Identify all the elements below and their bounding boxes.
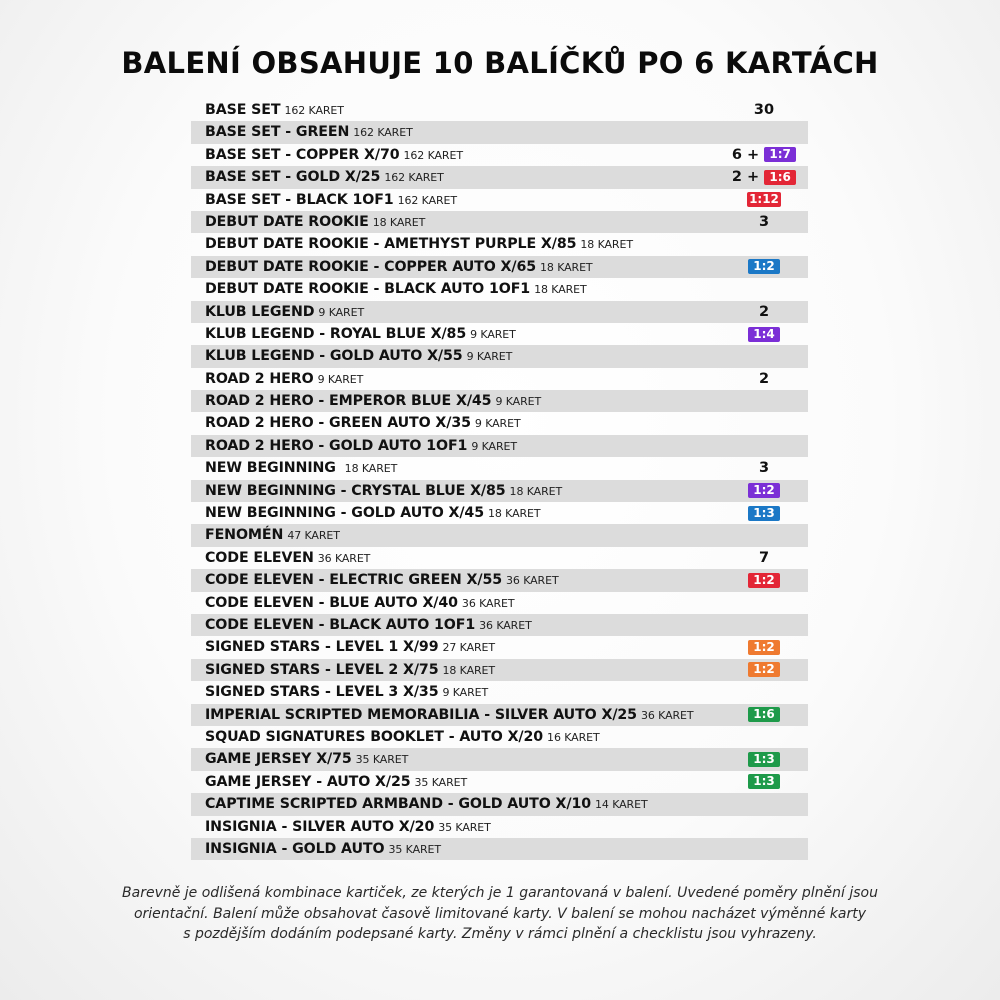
- card-count: 9 KARET: [470, 327, 516, 341]
- card-count: 35 KARET: [388, 842, 442, 856]
- card-set-label: SIGNED STARS - LEVEL 3 X/35: [205, 684, 439, 701]
- card-count: 162 KARET: [403, 148, 463, 162]
- table-row: [191, 704, 808, 726]
- table-row: [191, 457, 808, 479]
- card-count: 18 KARET: [540, 260, 593, 274]
- card-set-name: [205, 681, 488, 703]
- card-set-label: BASE SET - COPPER X/70: [205, 146, 400, 163]
- card-count: 36 KARET: [479, 618, 532, 632]
- card-set-name: [205, 144, 463, 166]
- card-count: 14 KARET: [595, 798, 648, 812]
- card-set-name: [205, 390, 541, 412]
- card-set-name: [205, 166, 444, 188]
- table-row: [191, 502, 808, 524]
- card-set-name: [205, 838, 441, 860]
- card-set-name: [205, 457, 397, 479]
- card-set-name: [205, 816, 491, 838]
- card-count: 18 KARET: [372, 215, 426, 229]
- page-title: BALENÍ OBSAHUJE 10 BALÍČKŮ PO 6 KARTÁCH: [121, 46, 879, 80]
- quantity-cell: [724, 412, 804, 434]
- card-set-name: [205, 211, 425, 233]
- card-set-name: [205, 659, 495, 681]
- card-set-name: [205, 345, 512, 367]
- card-count: 162 KARET: [353, 126, 413, 140]
- table-row: [191, 412, 808, 434]
- card-set-label: BASE SET - GOLD X/25: [205, 169, 381, 186]
- quantity-cell: [724, 435, 804, 457]
- card-set-name: [205, 771, 467, 793]
- card-count: 18 KARET: [509, 484, 563, 498]
- quantity-value: 2: [758, 370, 770, 387]
- ratio-badge: 1:3: [748, 774, 780, 789]
- card-count: 47 KARET: [287, 529, 340, 543]
- card-set-name: [205, 547, 370, 569]
- quantity-cell: [724, 144, 804, 166]
- table-row: [191, 390, 808, 412]
- quantity-cell: [724, 614, 804, 636]
- card-set-name: [205, 412, 521, 434]
- ratio-badge: 1:3: [748, 752, 780, 767]
- card-set-label: ROAD 2 HERO - GREEN AUTO X/35: [205, 415, 471, 432]
- card-count: 18 KARET: [487, 507, 541, 521]
- card-count: 9 KARET: [317, 372, 364, 386]
- card-set-name: [205, 435, 517, 457]
- table-row: [191, 636, 808, 658]
- card-count: 27 KARET: [442, 641, 496, 655]
- ratio-badge: 1:7: [764, 147, 796, 162]
- card-set-label: KLUB LEGEND: [205, 303, 315, 320]
- card-count: 9 KARET: [471, 439, 517, 453]
- card-set-label: KLUB LEGEND - ROYAL BLUE X/85: [205, 325, 467, 342]
- card-count: 36 KARET: [640, 708, 694, 722]
- card-set-label: BASE SET - BLACK 1OF1: [205, 191, 394, 208]
- card-set-label: CAPTIME SCRIPTED ARMBAND - GOLD AUTO X/10: [205, 796, 592, 813]
- quantity-cell: [724, 166, 804, 188]
- footnote-line: s pozdějším dodáním podepsané karty. Změny v rámci plnění a checklistu jsou vyhrazeny.: [183, 926, 817, 942]
- quantity-cell: [724, 771, 804, 793]
- card-set-name: [205, 636, 495, 658]
- quantity-cell: [724, 636, 804, 658]
- quantity-cell: [724, 345, 804, 367]
- table-row: [191, 345, 808, 367]
- table-row: [191, 256, 808, 278]
- card-set-label: SQUAD SIGNATURES BOOKLET - AUTO X/20: [205, 728, 544, 745]
- card-set-label: INSIGNIA - SILVER AUTO X/20: [205, 818, 435, 835]
- ratio-badge: 1:2: [748, 483, 780, 498]
- card-count: 36 KARET: [506, 574, 559, 588]
- table-row: [191, 368, 808, 390]
- card-set-label: CODE ELEVEN: [205, 549, 314, 566]
- quantity-cell: [724, 301, 804, 323]
- card-set-name: [205, 592, 514, 614]
- table-row: [191, 748, 808, 770]
- quantity-value: 30: [753, 102, 775, 119]
- card-set-label: IMPERIAL SCRIPTED MEMORABILIA - SILVER AUTO X/25: [205, 706, 637, 723]
- card-set-label: SIGNED STARS - LEVEL 2 X/75: [205, 661, 439, 678]
- quantity-cell: [724, 480, 804, 502]
- card-set-name: [205, 502, 541, 524]
- card-set-name: [205, 301, 364, 323]
- card-set-label: KLUB LEGEND - GOLD AUTO X/55: [205, 348, 463, 365]
- card-set-name: [205, 480, 562, 502]
- quantity-cell: [724, 502, 804, 524]
- ratio-badge: 1:2: [748, 640, 780, 655]
- card-set-label: INSIGNIA - GOLD AUTO: [205, 840, 385, 857]
- quantity-value: 2: [758, 303, 770, 320]
- table-row: [191, 189, 808, 211]
- ratio-badge: 1:2: [748, 662, 780, 677]
- quantity-cell: [724, 121, 804, 143]
- card-count: 162 KARET: [284, 104, 344, 117]
- card-set-name: [205, 189, 457, 211]
- table-row: [191, 435, 808, 457]
- card-set-label: DEBUT DATE ROOKIE - BLACK AUTO 1OF1: [205, 281, 531, 298]
- quantity-value: 2 +: [731, 169, 760, 186]
- card-set-label: CODE ELEVEN - BLUE AUTO X/40: [205, 594, 458, 611]
- quantity-value: 6 +: [731, 146, 760, 163]
- table-row: [191, 614, 808, 636]
- ratio-badge: 1:2: [748, 573, 780, 588]
- card-set-name: [205, 524, 340, 546]
- card-set-name: [205, 99, 344, 121]
- card-set-label: GAME JERSEY - AUTO X/25: [205, 773, 411, 790]
- quantity-value: 3: [758, 214, 770, 231]
- card-count: 36 KARET: [461, 596, 515, 610]
- table-row: [191, 793, 808, 815]
- table-row: [191, 144, 808, 166]
- quantity-cell: [724, 256, 804, 278]
- card-set-name: [205, 323, 516, 345]
- quantity-cell: [724, 99, 804, 121]
- table-row: [191, 726, 808, 748]
- card-count: 9 KARET: [318, 305, 365, 319]
- card-count: 9 KARET: [466, 350, 513, 364]
- card-count: 36 KARET: [317, 551, 371, 565]
- quantity-cell: [724, 569, 804, 591]
- card-set-name: [205, 569, 559, 591]
- ratio-badge: 1:4: [748, 327, 780, 342]
- quantity-cell: [724, 748, 804, 770]
- card-set-name: [205, 121, 413, 143]
- table-row: [191, 816, 808, 838]
- ratio-badge: 1:6: [764, 170, 796, 185]
- quantity-cell: [724, 547, 804, 569]
- table-row: [191, 323, 808, 345]
- ratio-badge: 1:3: [748, 506, 780, 521]
- table-row: [191, 569, 808, 591]
- card-set-label: NEW BEGINNING - GOLD AUTO X/45: [205, 505, 484, 522]
- card-count: 35 KARET: [438, 820, 491, 834]
- card-set-label: BASE SET: [205, 102, 281, 118]
- quantity-cell: [724, 681, 804, 703]
- card-set-label: GAME JERSEY X/75: [205, 751, 352, 768]
- card-set-label: ROAD 2 HERO - EMPEROR BLUE X/45: [205, 393, 492, 410]
- card-set-label: CODE ELEVEN - ELECTRIC GREEN X/55: [205, 572, 503, 589]
- card-set-name: [205, 704, 694, 726]
- table-row: [191, 121, 808, 143]
- quantity-cell: [724, 278, 804, 300]
- table-row: [191, 301, 808, 323]
- table-row: [191, 524, 808, 546]
- card-set-name: [205, 614, 532, 636]
- table-row: [191, 278, 808, 300]
- card-set-label: BASE SET - GREEN: [205, 124, 350, 141]
- card-set-label: FENOMÉN: [205, 527, 284, 544]
- card-set-name: [205, 726, 600, 748]
- quantity-cell: [724, 323, 804, 345]
- quantity-cell: [724, 793, 804, 815]
- table-row: [191, 211, 808, 233]
- table-row: [191, 592, 808, 614]
- checklist-table: [191, 99, 808, 860]
- card-set-label: NEW BEGINNING - CRYSTAL BLUE X/85: [205, 482, 506, 499]
- table-row: [191, 233, 808, 255]
- card-count: 9 KARET: [474, 417, 521, 431]
- table-row: [191, 99, 808, 121]
- card-count: 18 KARET: [580, 238, 633, 252]
- card-set-name: [205, 793, 648, 815]
- card-set-name: [205, 748, 408, 770]
- card-count: 9 KARET: [495, 395, 542, 409]
- table-row: [191, 166, 808, 188]
- card-count: 162 KARET: [397, 193, 458, 207]
- table-row: [191, 547, 808, 569]
- card-set-name: [205, 368, 363, 390]
- table-row: [191, 681, 808, 703]
- table-row: [191, 838, 808, 860]
- ratio-badge: 1:6: [748, 707, 780, 722]
- card-count: 18 KARET: [534, 283, 587, 297]
- card-set-label: NEW BEGINNING: [205, 460, 341, 477]
- card-set-label: ROAD 2 HERO - GOLD AUTO 1OF1: [205, 437, 468, 454]
- table-row: [191, 659, 808, 681]
- quantity-cell: [724, 726, 804, 748]
- quantity-cell: [724, 390, 804, 412]
- card-set-name: [205, 256, 593, 278]
- card-count: 162 KARET: [384, 171, 444, 185]
- quantity-cell: [724, 233, 804, 255]
- card-set-label: ROAD 2 HERO: [205, 370, 314, 387]
- quantity-cell: [724, 189, 804, 211]
- card-set-label: DEBUT DATE ROOKIE - COPPER AUTO X/65: [205, 258, 536, 275]
- table-row: [191, 771, 808, 793]
- card-set-label: DEBUT DATE ROOKIE - AMETHYST PURPLE X/85: [205, 236, 577, 253]
- footnote: [70, 883, 930, 945]
- quantity-cell: [724, 211, 804, 233]
- card-count: 18 KARET: [344, 462, 398, 476]
- card-set-name: [205, 233, 633, 255]
- quantity-cell: [724, 592, 804, 614]
- quantity-cell: [724, 838, 804, 860]
- card-set-name: [205, 278, 587, 300]
- footnote-line: Barevně je odlišená kombinace kartiček, ze kterých je 1 garantovaná v balení. Uvedené poměry plnění jsou: [122, 885, 878, 901]
- card-set-label: DEBUT DATE ROOKIE: [205, 213, 369, 230]
- quantity-cell: [724, 368, 804, 390]
- card-count: 16 KARET: [547, 730, 600, 744]
- card-count: 9 KARET: [442, 686, 489, 700]
- quantity-value: 3: [758, 460, 770, 477]
- quantity-cell: [724, 457, 804, 479]
- footnote-line: orientační. Balení může obsahovat časově limitované karty. V balení se mohou nacházet výměnné karty: [133, 905, 867, 922]
- card-count: 35 KARET: [414, 775, 468, 789]
- card-count: 35 KARET: [355, 753, 409, 767]
- card-set-label: SIGNED STARS - LEVEL 1 X/99: [205, 639, 439, 656]
- quantity-cell: [724, 524, 804, 546]
- ratio-badge: 1:12: [749, 192, 779, 207]
- ratio-badge: 1:2: [748, 259, 780, 274]
- quantity-cell: [724, 816, 804, 838]
- quantity-cell: [724, 704, 804, 726]
- card-count: 18 KARET: [442, 663, 496, 677]
- table-row: [191, 480, 808, 502]
- quantity-cell: [724, 659, 804, 681]
- card-set-label: CODE ELEVEN - BLACK AUTO 1OF1: [205, 616, 476, 633]
- quantity-value: 7: [758, 550, 770, 566]
